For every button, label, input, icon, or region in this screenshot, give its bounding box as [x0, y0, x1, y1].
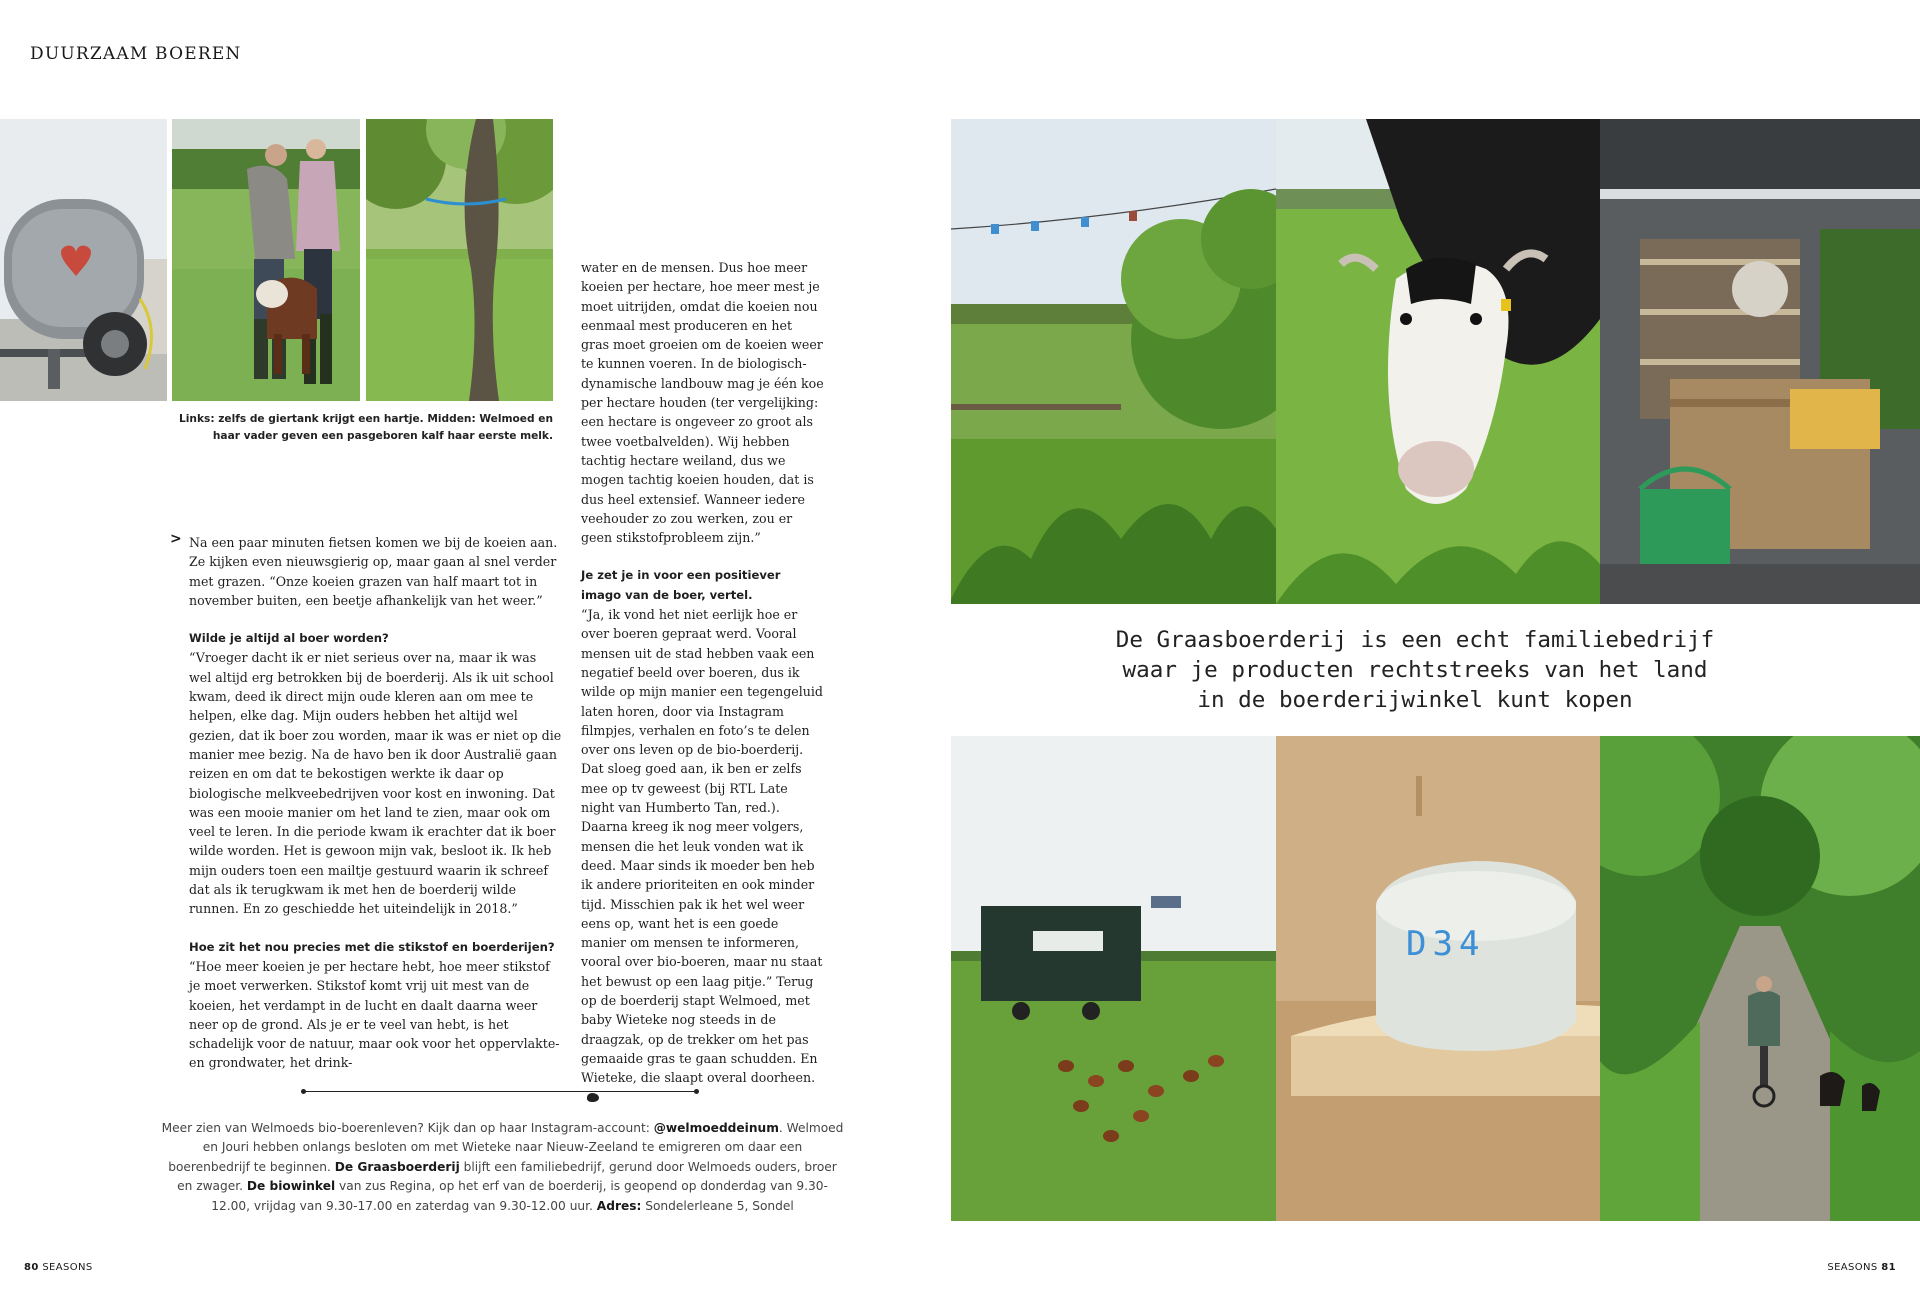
end-mark-icon [587, 1093, 599, 1102]
photo-caption: Links: zelfs de giertank krijgt een hartje. Midden: Welmoed en haar vader geven een pasgeboren kalf haar eerste melk. [179, 413, 553, 442]
intro-paragraph: Na een paar minuten fietsen komen we bij de koeien aan. Ze kijken even nieuwsgierig op, maar gaan al snel verder met grazen. “Onze koeien grazen van half maart tot in november buiten, een beetje afhankelijk van het weer.” [189, 535, 558, 608]
qa-block-2 [189, 938, 562, 1073]
article-column-left [189, 533, 562, 1092]
qa-block-1 [189, 629, 562, 918]
section-divider [304, 1091, 696, 1092]
info-text-3: blijft een familiebedrijf, gerund door Welmoeds ouders, broer en zwager. [177, 1159, 837, 1194]
answer-2-continued: water en de mensen. Dus hoe meer koeien per hectare, hoe meer mest je moet uitrijden, omdat die koeien nou eenmaal mest produceren en het gras moet groeien om de koeien weer te kunnen voeren. In de biologisch-dynamische landbouw mag je één koe per hectare houden (ter vergelijking: een hectare is ongeveer zo groot als twee voetbalvelden). Wij hebben tachtig hectare weiland, dus we mogen tachtig koeien houden, dat is dus heel extensief. Wanneer iedere veehouder zo zou werken, zou er geen stikstofprobleem zijn.” [581, 260, 824, 546]
pull-quote-line-1: De Graasboerderij is een echt familiebedrijf [1115, 627, 1715, 653]
page-number-right: 81 [1881, 1262, 1896, 1273]
instagram-handle: @welmoeddeinum [653, 1121, 779, 1135]
farm-name: De Graasboerderij [334, 1159, 460, 1174]
info-text-5: Sondelerleane 5, Sondel [641, 1198, 794, 1213]
address-label: Adres: [596, 1198, 642, 1213]
question-3: Je zet je in voor een positiever imago van de boer, vertel. [581, 568, 781, 602]
answer-3: “Ja, ik vond het niet eerlijk hoe er over boeren gepraat werd. Vooral mensen uit de stad hebben vaak een negatief beeld over boeren, dus ik wilde op mijn manier een tegengeluid laten horen, door via Instagram filmpjes, verhalen en foto’s te delen over ons leven op de bio-boerderij. Dat sloeg goed aan, ik ben er zelfs mee op tv geweest (bij RTL Late night van Humberto Tan, red.). Daarna kreeg ik nog meer volgers, mensen die het leuk vonden wat ik deed. Maar sinds ik moeder ben heb ik andere prioriteiten en ook minder tijd. Misschien pak ik het wel weer eens op, want het is een goede manier om mensen te informeren, vooral over bio-boeren, maar nu staat het bewust op een laag pitje.” Terug op de boerderij stapt Welmoed, met baby Wieteke nog steeds in de draagzak, op de trekker om het pas gemaaide gras te gaan schudden. En Wieteke, die slaapt overal doorheen. [581, 607, 823, 1086]
answer-1: “Vroeger dacht ik er niet serieus over na, maar ik was wel altijd erg betrokken bij de boerderij. Als ik uit school kwam, deed ik direct mijn oude kleren aan om mee te helpen, elke dag. Mijn ouders hebben het altijd wel gezien, dat ik boer zou worden, maar ik was er niet op die manier mee bezig. Na de havo ben ik door Australië gaan reizen en om dat te bekostigen werkte ik daar op biologische melkveebedrijven voor kost en inwoning. Dat was een mooie manier om het land te zien, maar ook om veel te leren. In die periode kwam ik erachter dat ik boer wilde worden. Het is gewoon mijn vak, besloot ik. Ik heb mijn ouders toen een mailtje gestuurd waarin ik schreef dat als ik terugkwam ik met hen de boerderij wilde runnen. En zo geschiedde het uiteindelijk in 2018.” [189, 650, 562, 917]
photo-forest-path [1600, 736, 1920, 1221]
magazine-name-left: SEASONS [42, 1262, 93, 1273]
intro-marker: > [170, 531, 182, 547]
photo-chicken-trailer [951, 736, 1276, 1221]
magazine-name-right: SEASONS [1827, 1262, 1878, 1273]
answer-2: “Hoe meer koeien je per hectare hebt, hoe meer stikstof je moet verwerken. Stikstof komt vrij uit mest van de koeien, het verdampt in de lucht en daalt daarna weer neer op de grond. Als je er te veel van hebt, is het schadelijk voor de natuur, maar ook voor het oppervlakte- en grondwater, het drink- [189, 958, 560, 1071]
section-label: DUURZAAM BOEREN [30, 44, 242, 64]
folio-right [1827, 1262, 1896, 1273]
question-2: Hoe zit het nou precies met die stikstof en boerderijen? [189, 939, 555, 954]
photo-grazing-cow [1276, 119, 1600, 604]
info-text-1: Meer zien van Welmoeds bio-boerenleven? Kijk dan op haar Instagram-account: [161, 1121, 654, 1135]
photo-farmer-calf [172, 119, 360, 401]
article-column-right [581, 258, 824, 1126]
pull-quote-line-3: in de boerderijwinkel kunt kopen [1197, 687, 1633, 713]
photo-meadow-fence [951, 119, 1276, 604]
photo-cheese [1276, 736, 1600, 1221]
pull-quote-line-2: waar je producten rechtstreeks van het land [1122, 657, 1708, 683]
shop-label: De biowinkel [246, 1179, 336, 1194]
photo-farm-shop [1600, 119, 1920, 604]
info-text-4: van zus Regina, op het erf van de boerderij, is geopend op donderdag van 9.30-12.00, vrijdag van 9.30-17.00 en zaterdag van 9.30-12.00 uur. [211, 1179, 828, 1213]
pull-quote [1000, 625, 1830, 715]
info-text-2: . Welmoed en Jouri hebben onlangs besloten om met Wieteke naar Nieuw-Zeeland te emigreren om daar een boerenbedrijf te beginnen. [168, 1121, 844, 1174]
folio-left [24, 1262, 93, 1273]
photo-tree [366, 119, 553, 401]
page-number-left: 80 [24, 1262, 39, 1273]
question-1: Wilde je altijd al boer worden? [189, 631, 389, 646]
qa-block-3 [581, 566, 824, 1106]
cheese-label: D34 [1406, 924, 1486, 964]
photo-slurry-tank [0, 119, 167, 401]
info-box [160, 1119, 845, 1216]
